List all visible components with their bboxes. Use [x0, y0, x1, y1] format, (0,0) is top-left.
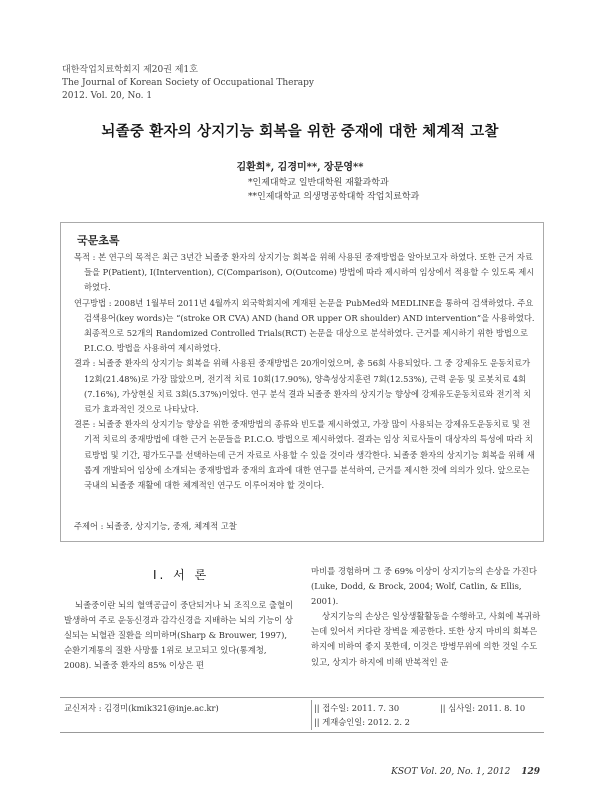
- abstract-results: 결과 : 뇌졸중 환자의 상지기능 회복을 위해 사용된 중재방법은 20개이었으며, 총 56회 사용되었다. 그 중 강제유도 운동치료가 12회(21.48%)로 가장 많았으며, 전기적 치료 10회(17.90%), 양측성상지훈련 7회(12.53%), 근력 운동 및 로봇치료 4회(7.16%), 가상현실 치료 3회(5.37%)이었다. 연구 분석 결과 뇌졸중 환자의 상지기능 향상에 강제유도운동치료와 전기적 치료가 효과적인 것으로 나타났다.: [74, 358, 532, 415]
- abstract-conclusion: 결론 : 뇌졸중 환자의 상지기능 향상을 위한 중재방법의 종류와 빈도를 제시하였고, 가장 많이 사용되는 강제유도운동치료 및 전기적 치료의 중재방법에 대한 근거 논문들을 P.I.C.O. 방법으로 제시하였다. 결과는 임상 치료사들이 대상자의 특성에 따라 치료방법 및 기간, 평가도구를 선택하는데 근거 자료로 사용할 수 있을 것이라 생각한다. 뇌졸중 환자의 상지기능 회복을 위해 새롭게 개발되어 임상에 소개되는 중재방법과 중재의 효과에 대한 연구를 분석하여, 근거를 제시한 것에 의의가 있다. 앞으로는 국내의 뇌졸중 재활에 대한 체계적인 연구도 이루어져야 할 것이다.: [74, 419, 535, 491]
- abstract-body: [74, 250, 536, 493]
- page-footer: [391, 767, 540, 777]
- section-heading: I. 서 론: [153, 568, 210, 582]
- page-number: 129: [521, 767, 540, 777]
- affiliation-2: **인제대학교 의생명공학대학 작업치료학과: [248, 192, 420, 202]
- affiliations: [248, 176, 419, 204]
- abstract-heading: 국문초록: [77, 234, 120, 247]
- intro-paragraph: 뇌졸중이란 뇌의 혈액공급이 중단되거나 뇌 조직으로 출혈이 발생하여 주로 운동신경과 감각신경을 지배하는 뇌의 기능이 상실되는 뇌혈관 질환을 의미하며(Sharp & Brouwer, 1997), 순환기계통의 질환 사망률 1위로 보고되고 있다(통계청, 2008). 뇌졸중 환자의 85% 이상은 편: [64, 600, 294, 671]
- journal-header-english: The Journal of Korean Society of Occupational Therapy: [62, 78, 315, 88]
- intro-continuation: 마비를 경험하며 그 중 69% 이상이 상지기능의 손상을 가진다(Luke, Dodd, & Brock, 2004; Wolf, Catlin, & Ellis, 2001).: [311, 566, 537, 607]
- footer-rule-top: [60, 697, 544, 698]
- affiliation-1: *인제대학교 일반대학원 재활과학과: [248, 178, 389, 188]
- journal-header: [62, 64, 314, 103]
- corresponding-author: 교신저자 : 김경미(kmik321@inje.ac.kr): [64, 703, 219, 713]
- abstract-purpose: 목적 : 본 연구의 목적은 최근 3년간 뇌졸중 환자의 상지기능 회복을 위해 사용된 중재방법을 알아보고자 하였다. 또한 근거 자료들을 P(Patient), I(Intervention), C(Comparison), O(Outcome) 방법에 따라 제시하여 임상에서 적용할 수 있도록 제시하였다.: [74, 252, 535, 293]
- abstract-methods: 연구방법 : 2008년 1월부터 2011년 4월까지 외국학회지에 게재된 논문을 PubMed와 MEDLINE을 통하여 검색하였다. 주요 검색용어(key words)는 “(stroke OR CVA) AND (hand OR upper OR shoulder) AND intervention”을 사용하였다. 최종적으로 52개의 Randomized Controlled Trials(RCT) 논문을 대상으로 분석하였다. 근거를 제시하기 위한 방법으로 P.I.C.O. 방법을 사용하여 제시하였다.: [74, 297, 535, 354]
- paper-title: 뇌졸중 환자의 상지기능 회복을 위한 중재에 대한 체계적 고찰: [101, 124, 499, 140]
- left-column: [64, 598, 296, 673]
- footer-rule-bottom: [60, 732, 544, 733]
- received-date: || 접수일: 2011. 7. 30: [314, 703, 400, 713]
- review-date: || 심사일: 2011. 8. 10: [440, 703, 526, 713]
- footer-journal: KSOT Vol. 20, No. 1, 2012: [391, 767, 511, 777]
- journal-header-korean: 대한작업치료학회지 제20권 제1호: [62, 65, 198, 75]
- footer-divider: [311, 700, 312, 730]
- accepted-date: || 게재승인일: 2012. 2. 2: [314, 717, 410, 727]
- right-column: [311, 564, 543, 670]
- journal-header-volume: 2012. Vol. 20, No. 1: [62, 91, 153, 101]
- abstract-keywords: 주제어 : 뇌졸중, 상지기능, 중재, 체계적 고찰: [74, 521, 237, 531]
- author-list: 김환희*, 김경미**, 장문영**: [236, 162, 364, 173]
- intro-paragraph-2: 상지기능의 손상은 일상생활활동을 수행하고, 사회에 복귀하는데 있어서 커다란 장벽을 제공한다. 또한 상지 마비의 회복은 하지에 비하여 좋지 못한데, 이것은 방병무위에 의한 것일 수도 있고, 상지가 하지에 비해 반복적인 운: [311, 611, 541, 667]
